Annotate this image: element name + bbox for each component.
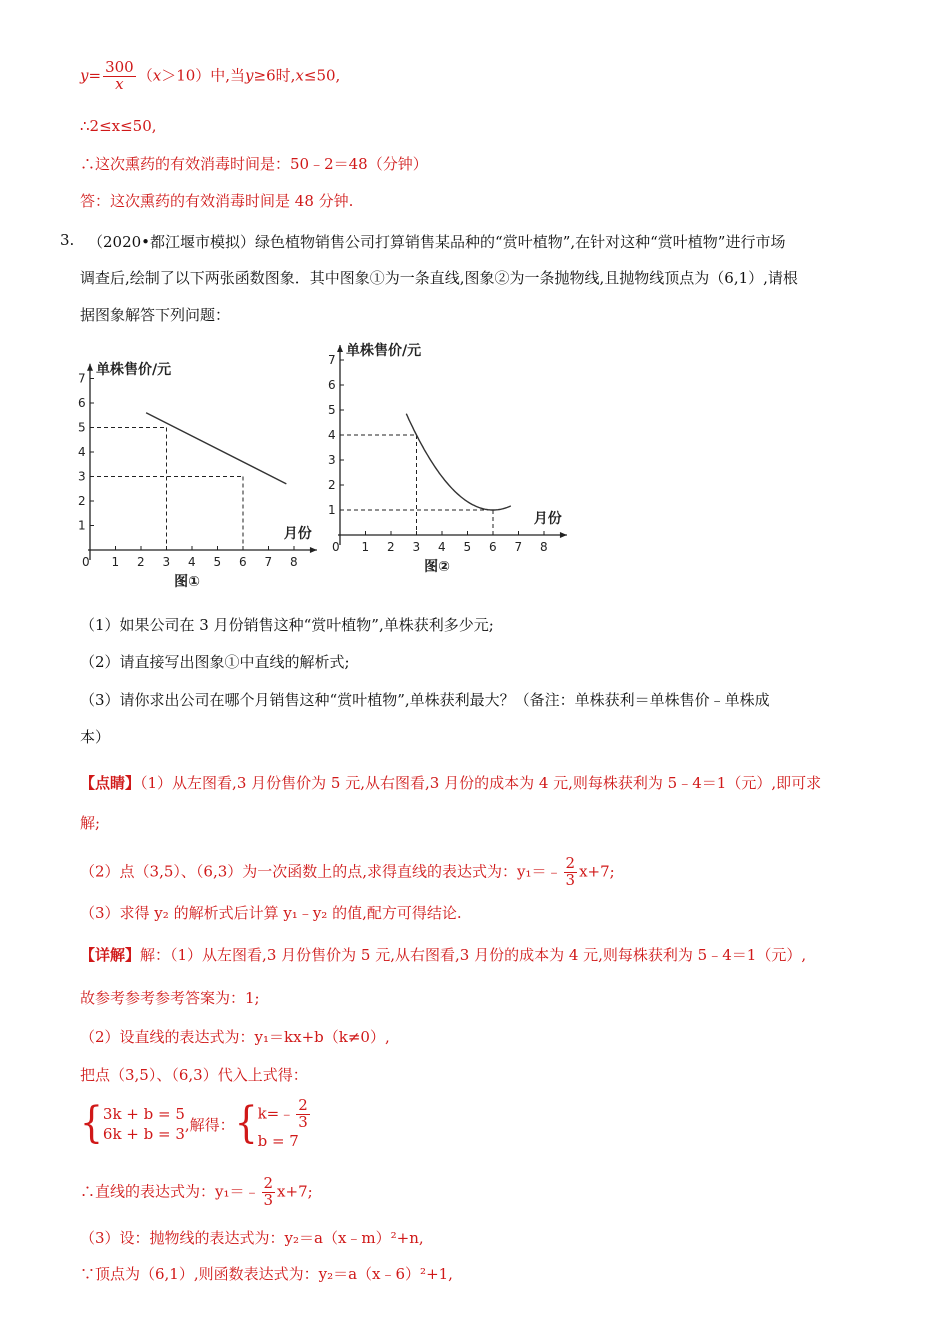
detail-line-8: ∵顶点为（6,1）,则函数表达式为：y₂＝a（x﹣6）²+1, xyxy=(80,1265,453,1283)
solution-prev-line-2: ∴2≤x≤50, xyxy=(80,117,157,135)
y-tick-label: 6 xyxy=(328,378,336,392)
y-tick-label: 3 xyxy=(328,453,336,467)
x-tick-label: 1 xyxy=(111,555,120,569)
y-tick-label: 5 xyxy=(78,420,86,435)
y-tick-label: 5 xyxy=(328,403,336,417)
problem-text-line-2: 调查后,绘制了以下两张函数图象．其中图象①为一条直线,图象②为一条抛物线,且抛物线顶点为（6,1）,请根 xyxy=(80,269,798,287)
solution-prev-line-1: y= $\frac{300}{x}$ （x＞10）中,当y≥6时,x≤50, xyxy=(80,58,341,93)
detail-tag: 【详解】 xyxy=(80,946,141,964)
y-axis-label: 单株售价/元 xyxy=(96,361,172,378)
y-axis-arrow xyxy=(87,364,93,371)
x-tick-label: 3 xyxy=(162,555,171,569)
x-axis-arrow xyxy=(560,532,567,538)
chart-figure-2 xyxy=(310,330,580,600)
x-tick-label: 2 xyxy=(137,555,145,569)
hint-tag: 【点睛】 xyxy=(80,774,141,792)
y-tick-label: 4 xyxy=(328,428,336,442)
x-tick-label: 2 xyxy=(387,540,395,554)
x-tick-label: 4 xyxy=(188,555,196,569)
question-2: （2）请直接写出图象①中直线的解析式; xyxy=(80,653,350,671)
x-tick-label: 4 xyxy=(438,540,446,554)
chart-title: 图② xyxy=(424,559,451,575)
hint-line-2: （2）点（3,5）、（6,3）为一次函数上的点,求得直线的表达式为：y₁＝﹣ $\frac{2}{3}$ x+7; xyxy=(80,854,615,889)
left-brace: { xyxy=(234,1099,258,1149)
detail-line-4: 把点（3,5）、（6,3）代入上式得： xyxy=(80,1066,308,1084)
x-tick-label: 7 xyxy=(514,540,523,554)
y-tick-label: 2 xyxy=(78,494,86,508)
x-tick-label: 6 xyxy=(489,540,497,554)
hint-line-3: （3）求得 y₂ 的解析式后计算 y₁﹣y₂ 的值,配方可得结论. xyxy=(80,904,462,922)
y-axis-label: 单株售价/元 xyxy=(346,343,422,359)
y-tick-label: 1 xyxy=(328,503,336,517)
parabola-series xyxy=(406,414,511,510)
chart-title: 图① xyxy=(174,574,201,590)
x-tick-label: 8 xyxy=(290,555,298,569)
problem-number: 3. xyxy=(60,231,75,249)
x-axis-label: 月份 xyxy=(283,526,312,542)
solution-prev-line-3: ∴这次熏药的有效消毒时间是：50﹣2＝48（分钟） xyxy=(80,155,428,173)
equation-system: { 3k + b = 5 6k + b = 3 ,解得：{ k=﹣ $\frac{2}{3}$ b = 7 xyxy=(80,1096,308,1150)
detail-line-2: 故参考参考参考答案为：1; xyxy=(80,989,260,1007)
detail-line-1: 【详解】解：（1）从左图看,3 月份售价为 5 元,从右图看,3 月份的成本为 4 元,则每株获利为 5﹣4＝1（元）, xyxy=(80,946,807,964)
x-tick-label: 5 xyxy=(213,555,222,569)
x-tick-label: 7 xyxy=(264,555,273,569)
y-axis-arrow xyxy=(337,345,343,352)
problem-text-line-1: （2020•都江堰市模拟）绿色植物销售公司打算销售某品种的“赏叶植物”,在针对这种“赏叶植物”进行市场 xyxy=(88,233,786,251)
chart-figure-1 xyxy=(60,345,330,600)
y-tick-label: 4 xyxy=(78,445,86,459)
x-tick-label: 3 xyxy=(412,540,421,554)
x-tick-label: 8 xyxy=(540,540,548,554)
x-tick-label: 0 xyxy=(332,540,340,554)
question-3-line-1: （3）请你求出公司在哪个月销售这种“赏叶植物”,单株获利最大？（备注：单株获利＝单株售价﹣单株成 xyxy=(80,691,770,709)
left-brace: { xyxy=(80,1099,103,1149)
detail-line-6: ∴直线的表达式为：y₁＝﹣ $\frac{2}{3}$ x+7; xyxy=(80,1174,313,1209)
x-axis-label: 月份 xyxy=(533,511,562,527)
x-tick-label: 6 xyxy=(239,555,247,569)
line-series xyxy=(146,413,286,484)
y-tick-label: 1 xyxy=(78,518,86,533)
y-tick-label: 7 xyxy=(328,353,336,367)
question-3-line-2: 本） xyxy=(80,728,111,746)
x-tick-label: 5 xyxy=(463,540,472,554)
detail-line-7: （3）设：抛物线的表达式为：y₂＝a（x﹣m）²+n, xyxy=(80,1229,424,1247)
hint-line-1b: 解; xyxy=(80,814,101,832)
hint-line-1: 【点睛】（1）从左图看,3 月份售价为 5 元,从右图看,3 月份的成本为 4 元,则每株获利为 5﹣4＝1（元）,即可求 xyxy=(80,774,822,792)
y-tick-label: 2 xyxy=(328,478,336,492)
y-tick-label: 3 xyxy=(78,469,86,484)
fraction-300-over-x: $\frac{300}{x}$ xyxy=(105,58,134,93)
solution-prev-answer: 答：这次熏药的有效消毒时间是 48 分钟. xyxy=(80,192,354,210)
x-tick-label: 1 xyxy=(361,540,370,554)
question-1: （1）如果公司在 3 月份销售这种“赏叶植物”,单株获利多少元; xyxy=(80,616,494,634)
x-tick-label: 0 xyxy=(82,555,90,569)
y-tick-label: 7 xyxy=(78,371,86,386)
detail-line-3: （2）设直线的表达式为：y₁＝kx+b（k≠0）, xyxy=(80,1028,390,1046)
fraction-two-thirds: $\frac{2}{3}$ xyxy=(565,854,576,889)
y-tick-label: 6 xyxy=(78,396,86,410)
problem-text-line-3: 据图象解答下列问题： xyxy=(80,306,231,324)
